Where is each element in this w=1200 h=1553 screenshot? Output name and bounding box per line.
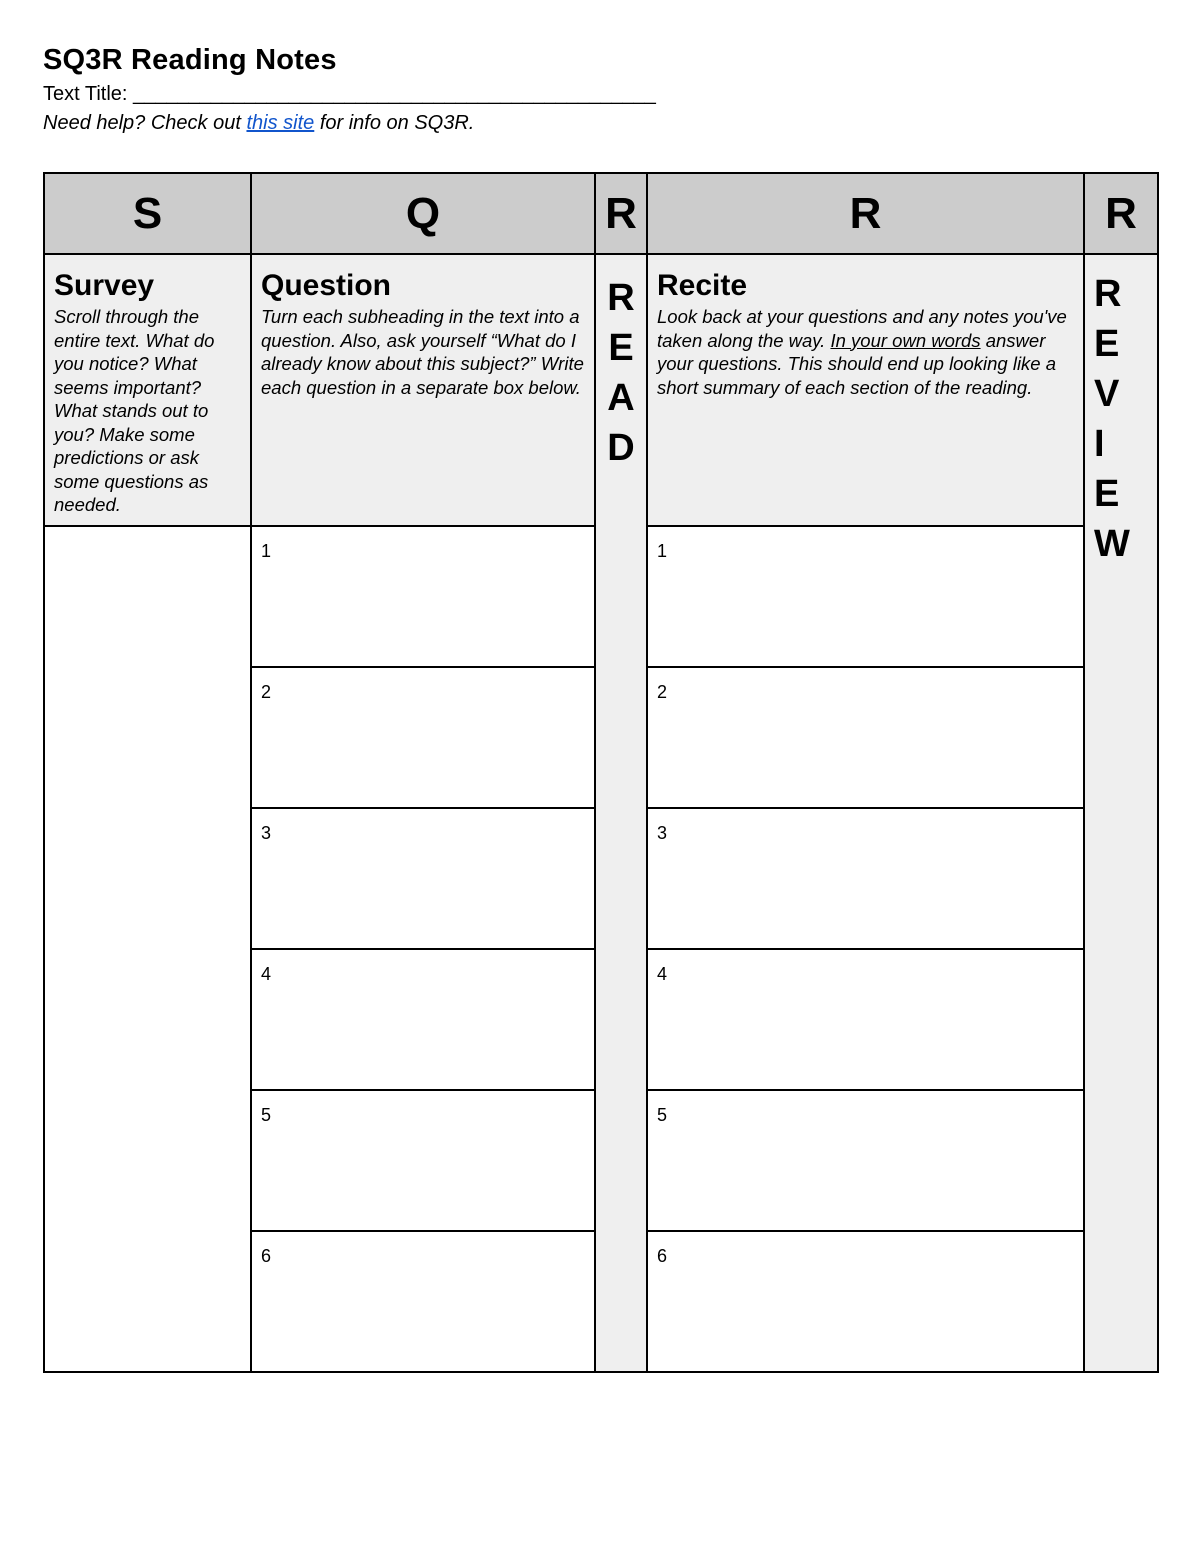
read-column — [595, 254, 647, 1372]
recite-number: 2 — [657, 682, 668, 702]
question-box[interactable] — [251, 1231, 595, 1372]
intro-row — [44, 254, 1158, 526]
question-intro-cell — [251, 254, 595, 526]
recite-number: 3 — [657, 823, 668, 843]
recite-number: 1 — [657, 541, 668, 561]
s-header-cell — [44, 173, 251, 254]
recite-number: 5 — [657, 1105, 668, 1125]
recite-r-letter: R — [849, 189, 882, 238]
question-box[interactable] — [251, 667, 595, 808]
page-title: SQ3R Reading Notes — [43, 44, 337, 76]
text-title-line — [43, 80, 1153, 109]
letter-header-row — [44, 173, 1158, 254]
question-number: 4 — [261, 964, 272, 984]
survey-intro-cell — [44, 254, 251, 526]
sq3r-table — [43, 172, 1159, 1373]
question-number: 6 — [261, 1246, 272, 1266]
question-description: Turn each subheading in the text into a question. Also, ask yourself “What do I already know about this subject?” Write each question in a separate box below. — [261, 306, 584, 398]
question-number: 1 — [261, 541, 272, 561]
recite-desc-part: Look back at your questions and any notes you've taken along the way. — [657, 306, 1067, 351]
text-title-label: Text Title: — [43, 83, 134, 105]
recite-desc-part: answer your questions. This should end up looking like a short summary of each section of the reading. — [657, 329, 1057, 398]
read-letter: R — [607, 277, 635, 319]
recite-box[interactable] — [647, 1231, 1084, 1372]
survey-title: Survey — [54, 269, 155, 302]
recite-number: 4 — [657, 964, 668, 984]
question-number: 2 — [261, 682, 272, 702]
review-letter: W — [1094, 523, 1130, 565]
question-box[interactable] — [251, 949, 595, 1090]
question-title: Question — [261, 269, 392, 302]
recite-title: Recite — [657, 269, 748, 302]
review-letter: V — [1094, 373, 1120, 415]
recite-description — [657, 305, 1077, 399]
review-r-letter: R — [1105, 189, 1137, 238]
recite-number: 6 — [657, 1246, 668, 1266]
help-suffix: for info on SQ3R. — [314, 112, 475, 134]
question-number: 5 — [261, 1105, 272, 1125]
recite-desc-emphasis: In your own words — [830, 329, 981, 351]
review-letter: I — [1094, 423, 1105, 465]
help-link[interactable]: this site — [246, 112, 315, 134]
recite-header-cell — [647, 173, 1084, 254]
recite-box[interactable] — [647, 949, 1084, 1090]
read-header-cell — [595, 173, 647, 254]
read-vertical-word — [596, 255, 646, 473]
help-prefix: Need help? Check out — [43, 112, 247, 134]
review-header-cell — [1084, 173, 1158, 254]
recite-intro-cell — [647, 254, 1084, 526]
help-line — [43, 109, 1153, 138]
recite-box[interactable] — [647, 1090, 1084, 1231]
text-title-blank[interactable]: _______________________________________________ — [133, 83, 656, 105]
q-letter: Q — [405, 189, 441, 238]
read-letter: A — [607, 377, 635, 419]
recite-box[interactable] — [647, 667, 1084, 808]
review-letter: E — [1094, 323, 1120, 365]
q-header-cell — [251, 173, 595, 254]
survey-notes-area[interactable] — [44, 526, 251, 1372]
recite-box[interactable] — [647, 526, 1084, 667]
s-letter: S — [132, 189, 163, 238]
read-r-letter: R — [605, 189, 637, 238]
question-box[interactable] — [251, 808, 595, 949]
recite-box[interactable] — [647, 808, 1084, 949]
review-letter: E — [1094, 473, 1120, 515]
review-letter: R — [1094, 273, 1122, 315]
document-header — [43, 40, 1153, 138]
question-box[interactable] — [251, 1090, 595, 1231]
survey-description: Scroll through the entire text. What do you notice? What seems important? What stands out to you? Make some predictions or ask some questions as needed. — [54, 306, 215, 515]
review-vertical-word — [1085, 255, 1157, 569]
review-column — [1084, 254, 1158, 1372]
read-letter: E — [608, 327, 634, 369]
question-box[interactable] — [251, 526, 595, 667]
read-letter: D — [607, 427, 635, 469]
question-number: 3 — [261, 823, 272, 843]
